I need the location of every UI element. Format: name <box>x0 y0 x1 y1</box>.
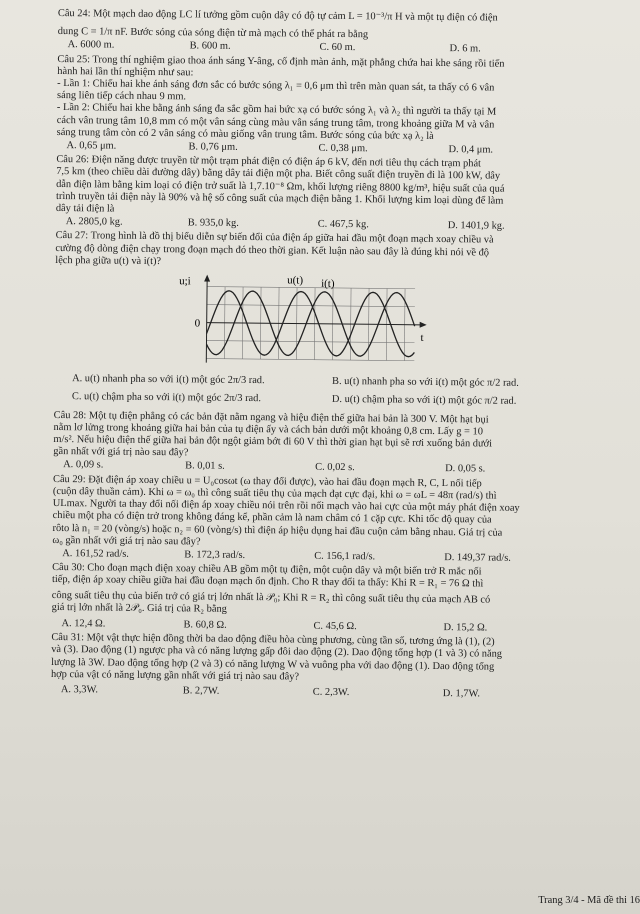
q30-line: tiếp, điện áp xoay chiều giữa hai đầu đoạn mạch ổn định. Cho R thay đổi ta thấy: Khi R = R₁ = 76 Ω thì <box>51 574 484 590</box>
q29-line: chiều một pha có điện trở trong không đáng kể, phần cảm là nam châm có 1 cặp cực. Khi tốc độ quay của <box>52 510 492 526</box>
q30-line: công suất tiêu thụ của biến trở có giá trị lớn nhất là 𝒫₀; Khi R = R₂ thì công suất tiêu thụ của mạch AB có <box>51 589 491 606</box>
q29-line: ω₀ gần nhất với giá trị nào sau đây? <box>52 534 201 548</box>
q30-option-a[interactable]: A. 12,4 Ω. <box>61 617 106 630</box>
q31-line: và (3). Dao động (1) ngược pha và có năng lượng gấp đôi dao động (2). Dao động tổng hợp (1 và 3) có năng <box>51 644 503 661</box>
q26-option-d[interactable]: D. 1401,9 kg. <box>447 220 505 232</box>
q25-line: - Lần 2: Chiếu hai khe bằng ánh sáng đa sắc gồm hai bức xạ có bước sóng λ₁ và λ₂ thì người ta thấy tại M <box>56 102 497 119</box>
q30-line: giá trị lớn nhất là 2𝒫₀. Giá trị của R₂ bằng <box>51 601 227 615</box>
q25-option-b[interactable]: B. 0,76 μm. <box>188 141 238 153</box>
q26-line: dây tải điện là <box>55 203 115 215</box>
q29-line: rôto là n₁ = 20 (vòng/s) hoặc n₂ = 60 (vòng/s) thì điện áp hiệu dụng hai đầu cuộn cảm bằng nhau. Giá trị của <box>52 522 503 539</box>
graph-i-label: i(t) <box>321 277 335 290</box>
q27-line: Câu 27: Trong hình là đồ thị biểu diễn sự biến đổi của điện áp giữa hai đầu một đoạn mạch xoay chiều và <box>55 230 494 247</box>
q27-options-row-2 <box>72 392 634 410</box>
q25-line: sáng trung tâm còn có 2 vân sáng có màu giống vân trung tâm. Bước sóng của bức xạ λ₂ là <box>56 126 434 142</box>
q27-option-a[interactable]: A. u(t) nhanh pha so với i(t) một góc 2π/3 rad. <box>72 373 265 387</box>
q31-options <box>51 684 631 702</box>
q26-option-b[interactable]: B. 935,0 kg. <box>187 217 239 230</box>
ui-graph <box>174 272 635 373</box>
q26-option-c[interactable]: C. 467,5 kg. <box>317 218 369 231</box>
q24-line-2: dung C = 1/π nF. Bước sóng của sóng điện từ mà mạch có thể phát ra bằng <box>57 26 369 41</box>
q24-option-a[interactable]: A. 6000 m. <box>67 39 115 51</box>
question-29 <box>52 474 633 566</box>
q28-option-a[interactable]: A. 0,09 s. <box>63 459 104 471</box>
q28-line: Câu 28: Một tụ điện phẳng có các bản đặt nằm ngang và hiệu điện thế giữa hai bản là 300 V. Một hạt bụi <box>53 409 489 426</box>
graph-ylabel: u;i <box>179 275 191 288</box>
q25-line: Câu 25: Trong thí nghiệm giao thoa ánh sáng Y-âng, cố định màn ảnh, mặt phẳng chứa hai khe sáng rồi tiến <box>57 53 505 70</box>
q31-option-d[interactable]: D. 1,7W. <box>442 688 481 700</box>
question-31 <box>51 632 632 702</box>
graph-origin-label: 0 <box>194 317 201 330</box>
page-footer: Trang 3/4 - Mã đề thi 16 <box>538 895 640 906</box>
x-axis <box>207 323 421 325</box>
q30-option-c[interactable]: C. 45,6 Ω. <box>313 620 357 633</box>
q26-line: Câu 26: Điện năng được truyền từ một trạm phát điện có điện áp 6 kV, đến nơi tiêu thụ cách trạm phát <box>56 154 482 170</box>
q31-line: Câu 31: Một vật thực hiện đồng thời ba dao động điều hòa cùng phương, cùng tần số, tương ứng là (1), (2) <box>51 632 495 648</box>
q25-option-a[interactable]: A. 0,65 μm. <box>66 140 117 152</box>
y-axis-arrow-icon <box>204 275 210 282</box>
q28-option-c[interactable]: C. 0,02 s. <box>315 462 355 474</box>
y-axis <box>206 279 207 363</box>
q27-options-row-1 <box>72 373 634 391</box>
q27-option-b[interactable]: B. u(t) nhanh pha so với i(t) một góc π/2 rad. <box>332 376 519 390</box>
q29-option-d[interactable]: D. 149,37 rad/s. <box>444 551 511 564</box>
q26-line: dẫn điện làm bằng kim loại có điện trở suất là 1,7.10⁻⁸ Ωm, khối lượng riêng 8800 kg/m³, hiệu suất của quá <box>56 178 505 195</box>
q25-line: hành hai lần thí nghiệm như sau: <box>57 65 194 79</box>
q29-line: Câu 29: Đặt điện áp xoay chiều u = U₀cosωt (ω thay đổi được), vào hai đầu đoạn mạch R, C, L nối tiếp <box>52 473 482 490</box>
q29-option-b[interactable]: B. 172,3 rad/s. <box>184 549 246 561</box>
q25-option-d[interactable]: D. 0,4 μm. <box>448 144 494 156</box>
q27-line: lệch pha giữa u(t) và i(t)? <box>55 254 162 267</box>
q30-option-b[interactable]: B. 60,8 Ω. <box>183 619 227 631</box>
q24-option-d[interactable]: D. 6 m. <box>449 43 481 55</box>
q25-line: cách vân trung tâm 10,8 mm có một vân sáng cùng màu vân sáng trung tâm, trong khoảng giữa M và vân <box>56 114 495 131</box>
q28-option-d[interactable]: D. 0,05 s. <box>445 463 486 475</box>
q30-option-d[interactable]: D. 15,2 Ω. <box>443 621 488 634</box>
q31-line: lượng là 3W. Dao động tổng hợp (2 và 3) có năng lượng W và vuông pha với dao động (1). Dao động tổng <box>51 656 495 673</box>
q29-option-a[interactable]: A. 161,52 rad/s. <box>62 547 129 560</box>
q31-option-b[interactable]: B. 2,7W. <box>182 685 220 697</box>
q30-line: Câu 30: Cho đoạn mạch điện xoay chiều AB gồm một tụ điện, một cuộn dây và một biến trở R mắc nối <box>52 562 482 578</box>
question-28 <box>53 410 634 478</box>
q29-option-c[interactable]: C. 156,1 rad/s. <box>314 550 376 563</box>
q31-option-a[interactable]: A. 3,3W. <box>60 684 99 696</box>
q27-option-c[interactable]: C. u(t) chậm pha so với i(t) một góc 2π/3 rad. <box>71 391 262 405</box>
q28-line: m/s². Nếu hiệu điện thế giữa hai bản đột ngột giảm bớt đi 60 V thì thời gian hạt bụi sẽ rơi xuống bản dưới <box>53 434 493 450</box>
question-30 <box>51 562 632 636</box>
q25-line: - Lần 1: Chiếu hai khe ánh sáng đơn sắc có bước sóng λ₁ = 0,6 μm thì trên màn quan sát, ta thấy có 6 vân <box>57 78 495 94</box>
question-27 <box>54 230 636 409</box>
q29-line: ULmax. Người ta thay đổi nối điện áp xoay chiều nói trên rồi nối mạch vào hai cực của một máy phát điện xoay <box>52 498 520 514</box>
q31-option-c[interactable]: C. 2,3W. <box>312 686 350 699</box>
q24-option-b[interactable]: B. 600 m. <box>189 40 231 53</box>
q24-line-1: Câu 24: Một mạch dao động LC lí tưởng gồm cuộn dây có độ tự cảm L = 10⁻³/π H và một tụ điện có điện <box>57 7 498 24</box>
q29-line: (cuộn dây thuần cảm). Khi ω = ω₀ thì công suất tiêu thụ của mạch đạt cực đại, khi ω = ωL = 48π (rad/s) thì <box>52 485 497 502</box>
question-26 <box>56 154 637 234</box>
q25-line: sáng liên tiếp cách nhau 9 mm. <box>57 90 187 103</box>
q25-option-c[interactable]: C. 0,38 μm. <box>318 142 368 155</box>
q26-option-a[interactable]: A. 2805,0 kg. <box>65 216 123 228</box>
q28-line: nằm lơ lửng trong khoảng giữa hai bản của tụ điện ấy và cách bản dưới một khoảng 0,8 cm. Lấy g = 10 <box>53 421 483 438</box>
question-24 <box>58 8 638 58</box>
question-25 <box>56 54 637 159</box>
q27-line: cường độ dòng điện chạy trong đoạn mạch đó theo thời gian. Kết luận nào sau đây là đúng khi nói về độ <box>55 242 490 259</box>
ui-graph-svg <box>174 272 475 367</box>
q28-line: gần nhất với giá trị nào sau đây? <box>53 446 189 459</box>
q27-option-d[interactable]: D. u(t) chậm pha so với i(t) một góc π/2 rad. <box>331 394 517 408</box>
q24-option-c[interactable]: C. 60 m. <box>319 42 356 54</box>
q26-line: trình truyền tải điện này là 90% và hệ số công suất của mạch điện bằng 1. Khối lượng kim loại dùng để làm <box>55 190 504 207</box>
q28-option-b[interactable]: B. 0,01 s. <box>185 460 225 473</box>
graph-u-label: u(t) <box>287 274 304 287</box>
graph-xlabel: t <box>420 331 424 344</box>
q31-line: hợp của vật có năng lượng gần nhất với giá trị nào sau đây? <box>50 668 300 683</box>
q26-line: 7,5 km (theo chiều dài đường dây) bằng dây tải điện một pha. Biết công suất điện truyền đi là 100 kW, dây <box>56 166 501 183</box>
x-axis-arrow-icon <box>420 322 427 328</box>
page-content <box>51 6 638 703</box>
